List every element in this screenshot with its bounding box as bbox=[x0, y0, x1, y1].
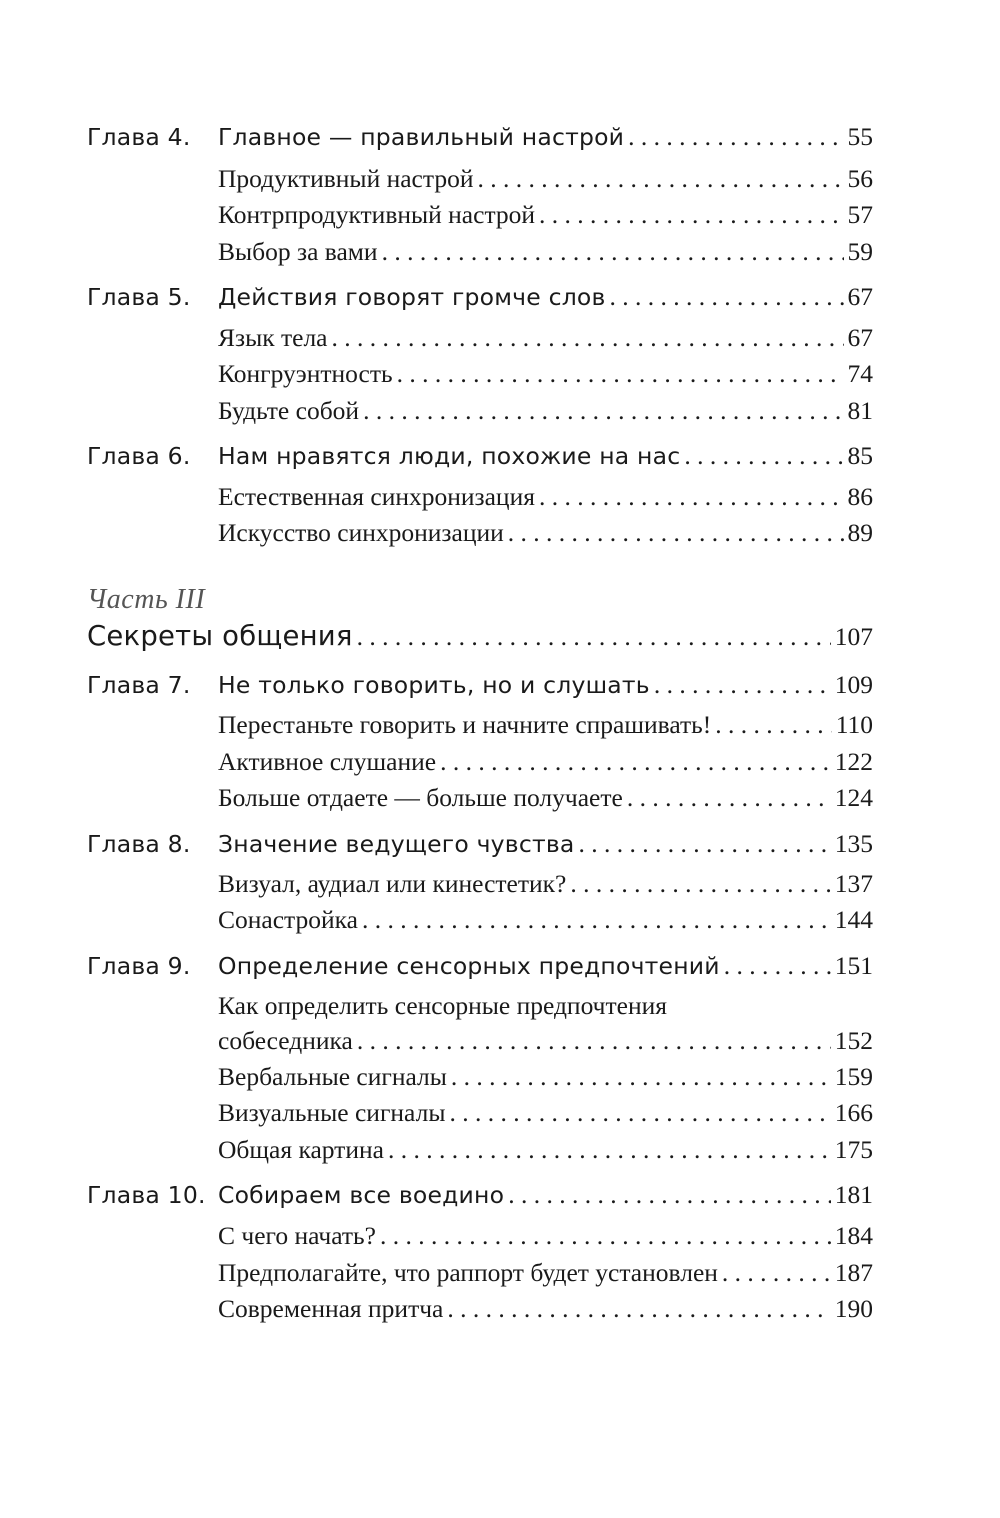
section-title: Современная притча bbox=[218, 1294, 444, 1323]
dot-leader bbox=[380, 1216, 831, 1256]
page-number: 181 bbox=[834, 1180, 873, 1209]
toc-chapter-6 bbox=[0, 436, 1000, 476]
dot-leader bbox=[477, 159, 843, 199]
page-number: 151 bbox=[834, 951, 873, 980]
toc-chapter-7 bbox=[0, 665, 1000, 705]
page-number: 86 bbox=[847, 482, 873, 511]
dot-leader bbox=[388, 1130, 831, 1170]
page-number: 81 bbox=[847, 396, 873, 425]
page-number: 85 bbox=[847, 441, 873, 470]
part-label: Часть III bbox=[87, 584, 206, 615]
dot-leader bbox=[579, 824, 831, 864]
dot-leader bbox=[382, 232, 844, 272]
section-title: С чего начать? bbox=[218, 1221, 376, 1250]
page-number: 89 bbox=[847, 518, 873, 547]
dot-leader bbox=[397, 354, 844, 394]
toc-section bbox=[0, 318, 1000, 358]
part-title: Секреты общения bbox=[87, 620, 353, 652]
dot-leader bbox=[654, 665, 831, 705]
dot-leader bbox=[357, 1021, 831, 1061]
dot-leader bbox=[357, 617, 831, 657]
section-title: Контрпродуктивный настрой bbox=[218, 200, 536, 229]
page-number: 144 bbox=[834, 905, 873, 934]
page-number: 110 bbox=[835, 710, 873, 739]
dot-leader bbox=[627, 778, 831, 818]
section-title-continued: собеседника bbox=[218, 1026, 353, 1055]
section-title: Искусство синхронизации bbox=[218, 518, 504, 547]
page-number: 137 bbox=[834, 869, 873, 898]
toc-chapter-10 bbox=[0, 1175, 1000, 1215]
dot-leader bbox=[508, 1175, 831, 1215]
dot-leader bbox=[722, 1253, 831, 1293]
dot-leader bbox=[539, 195, 843, 235]
toc-section bbox=[0, 1057, 1000, 1097]
toc-section bbox=[0, 1093, 1000, 1133]
page-number: 67 bbox=[847, 323, 873, 352]
section-title: Будьте собой bbox=[218, 396, 360, 425]
chapter-label: Глава 10. bbox=[87, 1181, 206, 1209]
dot-leader bbox=[362, 900, 831, 940]
toc-section bbox=[0, 1216, 1000, 1256]
page-number: 122 bbox=[834, 747, 873, 776]
dot-leader bbox=[724, 946, 831, 986]
toc-section bbox=[0, 354, 1000, 394]
toc-section bbox=[0, 778, 1000, 818]
toc-part-3 bbox=[0, 616, 1000, 656]
dot-leader bbox=[684, 436, 843, 476]
page-number: 109 bbox=[834, 670, 873, 699]
page-number: 187 bbox=[834, 1258, 873, 1287]
toc-chapter-8 bbox=[0, 824, 1000, 864]
page-number: 55 bbox=[847, 122, 873, 151]
page-number: 59 bbox=[847, 237, 873, 266]
page-number: 175 bbox=[834, 1135, 873, 1164]
toc-chapter-5 bbox=[0, 277, 1000, 317]
toc-section bbox=[0, 391, 1000, 431]
toc-section bbox=[0, 513, 1000, 553]
toc-section-continued bbox=[0, 1021, 1000, 1061]
page-number: 56 bbox=[847, 164, 873, 193]
toc-section bbox=[0, 986, 1000, 1026]
toc-section bbox=[0, 232, 1000, 272]
chapter-label: Глава 5. bbox=[87, 283, 191, 311]
section-title: Вербальные сигналы bbox=[218, 1062, 447, 1091]
chapter-title: Значение ведущего чувства bbox=[218, 830, 575, 858]
toc-section bbox=[0, 159, 1000, 199]
chapter-label: Глава 8. bbox=[87, 830, 191, 858]
section-title: Естественная синхронизация bbox=[218, 482, 535, 511]
toc-part-label bbox=[0, 580, 1000, 620]
section-title: Визуальные сигналы bbox=[218, 1098, 446, 1127]
dot-leader bbox=[451, 1057, 831, 1097]
dot-leader bbox=[715, 705, 831, 745]
chapter-title: Нам нравятся люди, похожие на нас bbox=[218, 442, 681, 470]
chapter-label: Глава 7. bbox=[87, 671, 191, 699]
page-number: 135 bbox=[834, 829, 873, 858]
section-title: Визуал, аудиал или кинестетик? bbox=[218, 869, 567, 898]
toc-section bbox=[0, 705, 1000, 745]
chapter-title: Действия говорят громче слов bbox=[218, 283, 606, 311]
section-title: Активное слушание bbox=[218, 747, 437, 776]
toc-section bbox=[0, 1253, 1000, 1293]
section-title: Выбор за вами bbox=[218, 237, 378, 266]
section-title: Продуктивный настрой bbox=[218, 164, 474, 193]
page-number: 107 bbox=[834, 622, 873, 651]
chapter-label: Глава 4. bbox=[87, 123, 191, 151]
dot-leader bbox=[331, 318, 843, 358]
toc-section bbox=[0, 864, 1000, 904]
toc-section bbox=[0, 742, 1000, 782]
dot-leader bbox=[570, 864, 830, 904]
dot-leader bbox=[508, 513, 844, 553]
page-number: 184 bbox=[834, 1221, 873, 1250]
page-number: 67 bbox=[847, 282, 873, 311]
dot-leader bbox=[447, 1289, 830, 1329]
dot-leader bbox=[628, 117, 843, 157]
section-title: Общая картина bbox=[218, 1135, 384, 1164]
page-number: 74 bbox=[847, 359, 873, 388]
toc-section bbox=[0, 195, 1000, 235]
chapter-title: Не только говорить, но и слушать bbox=[218, 671, 650, 699]
dot-leader bbox=[449, 1093, 830, 1133]
section-title: Сонастройка bbox=[218, 905, 358, 934]
toc-section bbox=[0, 477, 1000, 517]
dot-leader bbox=[539, 477, 844, 517]
toc-chapter-4 bbox=[0, 117, 1000, 157]
toc-chapter-9 bbox=[0, 946, 1000, 986]
toc-section bbox=[0, 1289, 1000, 1329]
section-title: Конгруэнтность bbox=[218, 359, 393, 388]
page-number: 159 bbox=[834, 1062, 873, 1091]
section-title: Предполагайте, что раппорт будет установлен bbox=[218, 1258, 718, 1287]
section-title: Как определить сенсорные предпочтения bbox=[218, 991, 667, 1020]
section-title: Язык тела bbox=[218, 323, 328, 352]
page-number: 166 bbox=[834, 1098, 873, 1127]
page-number: 190 bbox=[834, 1294, 873, 1323]
dot-leader bbox=[440, 742, 831, 782]
page-number: 152 bbox=[834, 1026, 873, 1055]
dot-leader bbox=[610, 277, 844, 317]
chapter-label: Глава 6. bbox=[87, 442, 191, 470]
section-title: Перестаньте говорить и начните спрашивать! bbox=[218, 710, 712, 739]
chapter-title: Собираем все воедино bbox=[218, 1181, 505, 1209]
dot-leader bbox=[363, 391, 843, 431]
chapter-title: Определение сенсорных предпочтений bbox=[218, 952, 720, 980]
toc-section bbox=[0, 900, 1000, 940]
page-number: 57 bbox=[847, 200, 873, 229]
section-title: Больше отдаете — больше получаете bbox=[218, 783, 623, 812]
toc-section bbox=[0, 1130, 1000, 1170]
chapter-label: Глава 9. bbox=[87, 952, 191, 980]
page-number: 124 bbox=[834, 783, 873, 812]
chapter-title: Главное — правильный настрой bbox=[218, 123, 625, 151]
